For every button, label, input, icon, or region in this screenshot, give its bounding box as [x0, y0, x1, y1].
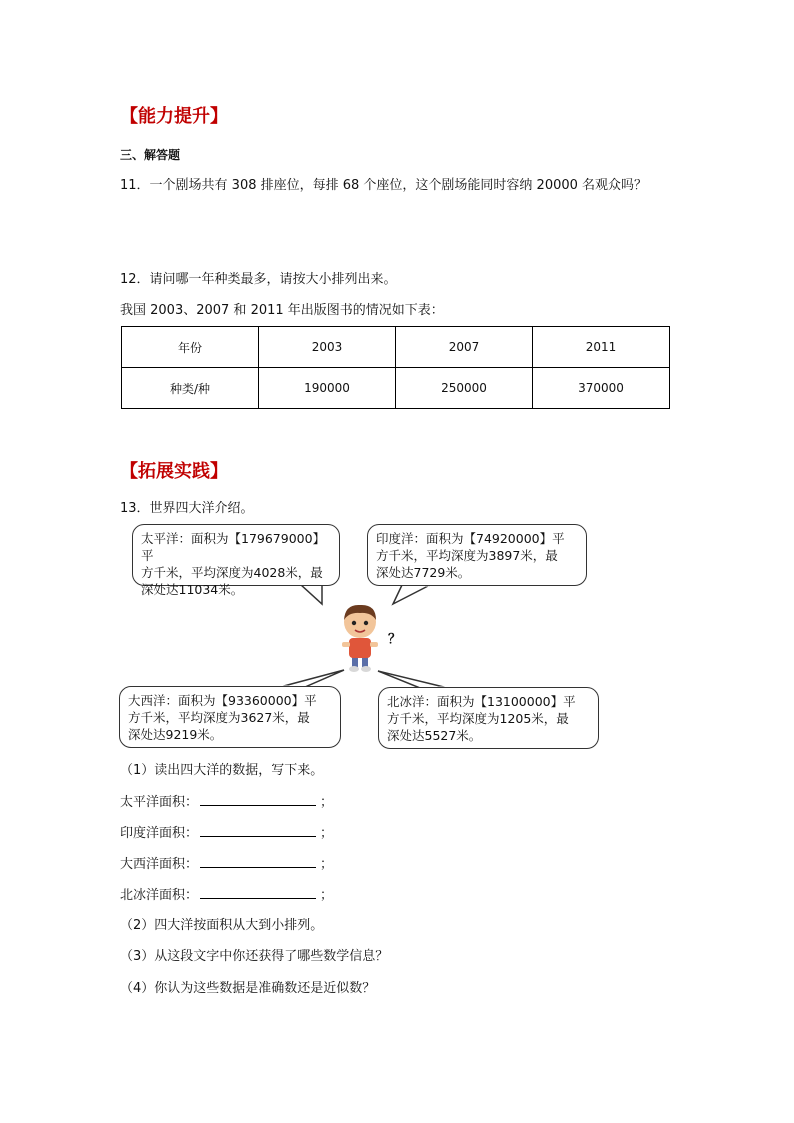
table-cell: 种类/种 — [122, 368, 259, 409]
question-mark: ？ — [388, 632, 402, 647]
fill-end: ； — [320, 826, 334, 841]
bubble-arctic — [378, 687, 599, 749]
sub-question-2: （2）四大洋按面积从大到小排列。 — [120, 918, 324, 933]
bubble-pacific — [132, 524, 340, 597]
bubble-line: 深处达9219米。 — [128, 727, 223, 742]
fill-label: 北冰洋面积： — [120, 888, 199, 903]
table-cell: 年份 — [122, 327, 259, 368]
bubble-indian — [367, 524, 587, 586]
section-title-extension: 【拓展实践】 — [120, 461, 228, 482]
fill-end: ； — [320, 888, 334, 903]
bubble-line: 深处达5527米。 — [387, 728, 482, 743]
fill-line-pacific — [120, 793, 333, 812]
table-cell: 2003 — [259, 327, 396, 368]
question-11: 11．一个剧场共有 308 排座位，每排 68 个座位，这个剧场能同时容纳 20000 名观众吗？ — [120, 178, 648, 193]
fill-label: 大西洋面积： — [120, 857, 199, 872]
bubble-line: 印度洋：面积为【74920000】平 — [376, 531, 565, 546]
table-cell: 190000 — [259, 368, 396, 409]
sub-question-4: （4）你认为这些数据是准确数还是近似数？ — [120, 981, 376, 996]
fill-label: 印度洋面积： — [120, 826, 199, 841]
subheading-answer-questions: 三、解答题 — [120, 148, 181, 162]
fill-line-atlantic — [120, 855, 333, 874]
table-cell: 2007 — [396, 327, 533, 368]
bubble-line: 方千米，平均深度为3897米，最 — [376, 548, 558, 563]
bubble-line: 方千米，平均深度为4028米，最 — [141, 565, 323, 580]
fill-label: 太平洋面积： — [120, 795, 199, 810]
answer-blank[interactable] — [200, 824, 316, 837]
bubble-line: 太平洋：面积为【179679000】平 — [141, 531, 326, 563]
cartoon-boy-illustration — [335, 600, 385, 674]
bubble-line: 深处达7729米。 — [376, 565, 471, 580]
section-title-ability: 【能力提升】 — [120, 106, 228, 127]
fill-end: ； — [320, 795, 334, 810]
fill-line-arctic — [120, 886, 333, 905]
fill-line-indian — [120, 824, 333, 843]
question-13: 13．世界四大洋介绍。 — [120, 501, 254, 516]
bubble-line: 方千米，平均深度为3627米，最 — [128, 710, 310, 725]
answer-blank[interactable] — [200, 886, 316, 899]
question-12-intro: 我国 2003、2007 和 2011 年出版图书的情况如下表： — [120, 303, 444, 318]
answer-blank[interactable] — [200, 793, 316, 806]
bubble-line: 北冰洋：面积为【13100000】平 — [387, 694, 576, 709]
table-cell: 2011 — [533, 327, 670, 368]
sub-question-1: （1）读出四大洋的数据，写下来。 — [120, 763, 324, 778]
table-cell: 370000 — [533, 368, 670, 409]
answer-blank[interactable] — [200, 855, 316, 868]
bubble-atlantic — [119, 686, 341, 748]
bubble-line: 方千米，平均深度为1205米，最 — [387, 711, 569, 726]
bubble-line: 深处达11034米。 — [141, 582, 244, 597]
sub-question-3: （3）从这段文字中你还获得了哪些数学信息？ — [120, 949, 389, 964]
table-cell: 250000 — [396, 368, 533, 409]
question-12: 12．请问哪一年种类最多，请按大小排列出来。 — [120, 272, 397, 287]
fill-end: ； — [320, 857, 334, 872]
bubble-line: 大西洋：面积为【93360000】平 — [128, 693, 317, 708]
